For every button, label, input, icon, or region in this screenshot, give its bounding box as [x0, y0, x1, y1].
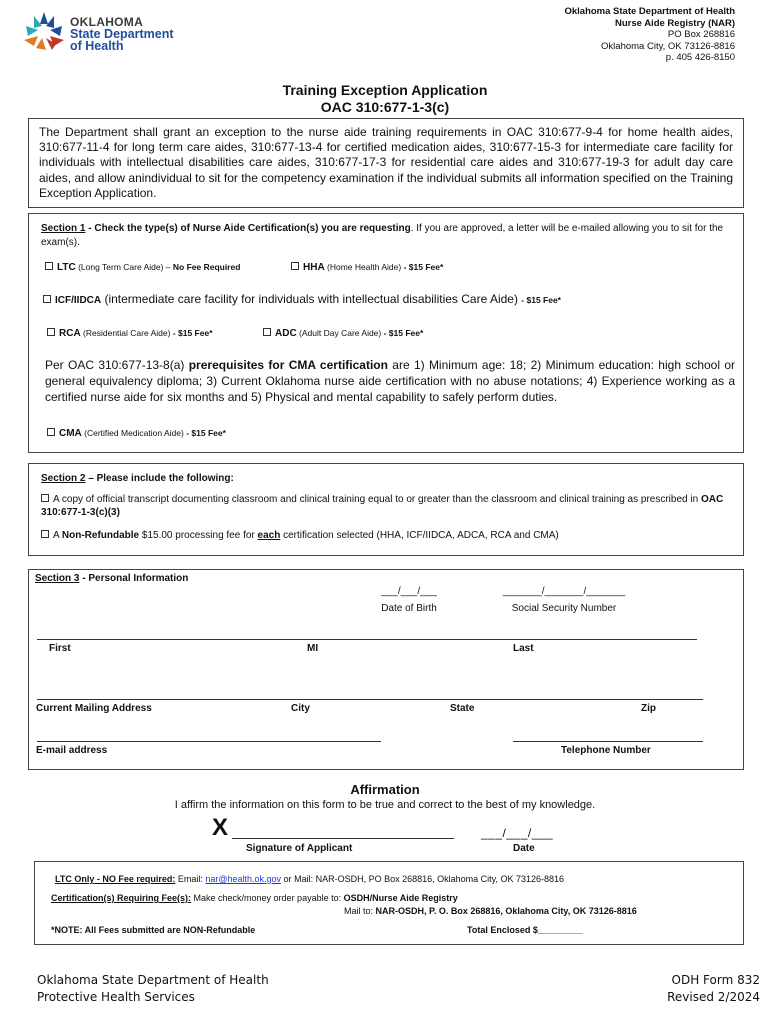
agency-po-box: PO Box 268816: [667, 29, 735, 40]
rca-checkbox[interactable]: [47, 328, 55, 336]
ltc-code: LTC: [57, 262, 76, 273]
form-title-line1: Training Exception Application: [282, 82, 488, 98]
cma-checkbox[interactable]: [47, 428, 55, 436]
address-label: Current Mailing Address: [36, 703, 152, 714]
icf-option[interactable]: [43, 292, 561, 308]
city-label: City: [291, 703, 310, 714]
section-1-note: . If you are approved, a letter will be e-mailed allowing you to sit for the exam(s).: [41, 223, 724, 248]
cma-code: CMA: [59, 428, 82, 439]
adc-option[interactable]: [263, 326, 423, 341]
cma-prerequisites: [45, 357, 735, 405]
fee-pre: A: [53, 530, 62, 541]
osdh-logo-mark-icon: [20, 10, 68, 54]
transcript-item[interactable]: [41, 493, 731, 519]
cma-para-post: are 1) Minimum age: 18; 2) Minimum education: high school or general equivalency diploma; 3) Current Oklahoma nurse aide certification with no abuse notations; 4) Experience working as a certified nurse aide for six months and 5) Physical and mental capability to safely perform duties.: [45, 358, 735, 404]
osdh-logo: [20, 10, 190, 56]
ltc-only-label: LTC Only - NO Fee required:: [55, 874, 176, 884]
agency-address: [564, 6, 735, 64]
form-title: [0, 82, 770, 116]
cma-option[interactable]: [47, 426, 226, 441]
registry-email-link[interactable]: nar@health.ok.gov: [205, 874, 282, 884]
ltc-option[interactable]: [45, 260, 240, 275]
adc-checkbox[interactable]: [263, 328, 271, 336]
total-enclosed[interactable]: Total Enclosed $_________: [467, 925, 583, 935]
ssn-label: Social Security Number: [511, 603, 617, 614]
signature-x-mark: X: [212, 814, 229, 841]
fee-checkbox[interactable]: [41, 530, 49, 538]
affirmation-heading: Affirmation: [350, 782, 420, 797]
state-label: State: [450, 703, 475, 714]
transcript-oac: OAC 310:677-1-3(c)(3): [41, 494, 724, 518]
icf-code: ICF/IIDCA: [55, 295, 102, 306]
cma-desc: (Certified Medication Aide): [81, 428, 187, 438]
mail-to-label: Mail to:: [344, 906, 376, 916]
first-name-label: First: [49, 643, 71, 654]
email-line[interactable]: [37, 741, 381, 742]
form-title-line2: OAC 310:677-1-3(c): [320, 99, 450, 115]
mi-label: MI: [307, 643, 319, 654]
rca-option[interactable]: [47, 326, 213, 341]
date-field[interactable]: ___/___/___: [481, 826, 554, 840]
section-1: [28, 213, 744, 453]
date-label: Date: [513, 843, 535, 854]
fee-post: certification selected (HHA, ICF/IIDCA, ADCA, RCA and CMA): [280, 530, 559, 541]
intro-paragraph: The Department shall grant an exception to the nurse aide training requirements in OAC 310:677-9-4 for home health aides, 310:677-11-4 for long term care aides, 310:677-13-4 for certified medication aides, 310:677-15-3 for intermediate care facility for individuals with intellectual disabilities care aides, 310:677-17-3 for residential care aides and 310:677-19-3 for adult day care aides, and allow anindividual to sit for the competency examination if the individual submits all information specified on the Training Exception Application.: [28, 118, 744, 208]
agency-name: Oklahoma State Department of Health: [564, 6, 735, 17]
cert-fee-text: Make check/money order payable to:: [191, 893, 344, 903]
name-line[interactable]: [37, 639, 697, 640]
fee-each: each: [257, 530, 281, 541]
adc-desc: (Adult Day Care Aide): [296, 328, 384, 338]
adc-fee: - $15 Fee*: [383, 328, 424, 338]
rca-fee: - $15 Fee*: [172, 328, 213, 338]
signature-label: Signature of Applicant: [246, 843, 353, 854]
hha-fee: - $15 Fee*: [403, 262, 444, 272]
zip-label: Zip: [641, 703, 656, 714]
hha-checkbox[interactable]: [291, 262, 299, 270]
fee-mid: $15.00 processing fee for: [139, 530, 258, 541]
ltc-submit-row: [55, 874, 564, 884]
icf-checkbox[interactable]: [43, 295, 51, 303]
adc-code: ADC: [275, 328, 297, 339]
affirmation: [0, 782, 770, 811]
phone-line[interactable]: [513, 741, 703, 742]
hha-option[interactable]: [291, 260, 443, 275]
rca-desc: (Residential Care Aide): [80, 328, 173, 338]
phone-label: Telephone Number: [561, 745, 651, 756]
nonrefundable-note: *NOTE: All Fees submitted are NON-Refundable: [51, 925, 256, 935]
section-3: [28, 569, 744, 770]
ltc-desc: (Long Term Care Aide) –: [75, 262, 173, 272]
footer-division: Protective Health Services: [37, 990, 195, 1004]
agency-registry: Nurse Aide Registry (NAR): [614, 17, 735, 29]
mail-to-row: [344, 906, 637, 916]
cert-payee: OSDH/Nurse Aide Registry: [343, 893, 458, 903]
cma-fee: - $15 Fee*: [186, 428, 226, 438]
form-number: ODH Form 832: [671, 973, 760, 987]
signature-line[interactable]: [232, 838, 454, 839]
ltc-checkbox[interactable]: [45, 262, 53, 270]
section-2-label: Section 2: [41, 473, 86, 484]
ssn-field[interactable]: _______/_______/_______: [502, 586, 626, 597]
section-2: [28, 463, 744, 556]
mail-to-address: NAR-OSDH, P. O. Box 268816, Oklahoma City, OK 73126-8816: [375, 906, 637, 916]
section-3-heading: [35, 573, 188, 584]
fee-item[interactable]: [41, 529, 731, 542]
ltc-mail-text: or Mail: NAR-OSDH, PO Box 268816, Oklahoma City, OK 73126-8816: [281, 874, 565, 884]
section-1-title: - Check the type(s) of Nurse Aide Certification(s) you are requesting: [85, 223, 411, 234]
rca-code: RCA: [59, 328, 81, 339]
form-revision: Revised 2/2024: [667, 990, 760, 1004]
footer-agency: Oklahoma State Department of Health: [37, 973, 269, 987]
dob-field[interactable]: ___/___/___: [381, 586, 437, 597]
section-3-title: - Personal Information: [79, 573, 189, 584]
hha-code: HHA: [303, 262, 325, 273]
hha-desc: (Home Health Aide): [324, 262, 404, 272]
fees-box: [34, 861, 744, 945]
section-1-heading: [41, 222, 731, 250]
cert-fee-label: Certification(s) Requiring Fee(s):: [51, 893, 192, 903]
agency-phone: p. 405 426-8150: [665, 52, 735, 63]
icf-fee: - $15 Fee*: [521, 295, 561, 305]
cma-para-pre: Per OAC 310:677-13-8(a): [45, 358, 189, 372]
cma-para-bold: prerequisites for CMA certification: [188, 358, 388, 372]
section-2-heading: [41, 472, 731, 485]
transcript-text: A copy of official transcript documenting classroom and clinical training equal to or greater than the classroom and clinical training as prescribed in: [53, 494, 701, 505]
footer-left: [37, 972, 269, 1006]
affirmation-text: I affirm the information on this form to be true and correct to the best of my knowledge.: [174, 799, 596, 811]
logo-line-of-health: of Health: [70, 39, 124, 53]
email-label: E-mail address: [36, 745, 108, 756]
section-3-label: Section 3: [35, 573, 80, 584]
address-line[interactable]: [37, 699, 703, 700]
footer-right: [667, 972, 760, 1006]
agency-city: Oklahoma City, OK 73126-8816: [601, 40, 735, 52]
logo-line-oklahoma: OKLAHOMA: [70, 15, 144, 29]
cert-fee-row: [51, 893, 458, 903]
ltc-email-pre: Email:: [175, 874, 206, 884]
last-name-label: Last: [513, 643, 534, 654]
dob-label: Date of Birth: [381, 603, 437, 614]
ltc-fee: No Fee Required: [172, 262, 241, 272]
logo-line-state-dept: State Department: [70, 27, 174, 41]
transcript-checkbox[interactable]: [41, 494, 49, 502]
section-2-title: – Please include the following:: [85, 473, 234, 484]
section-1-label: Section 1: [41, 223, 86, 234]
fee-nonrefundable: Non-Refundable: [61, 530, 140, 541]
icf-desc: (intermediate care facility for individuals with intellectual disabilities Care Aide): [101, 292, 522, 306]
